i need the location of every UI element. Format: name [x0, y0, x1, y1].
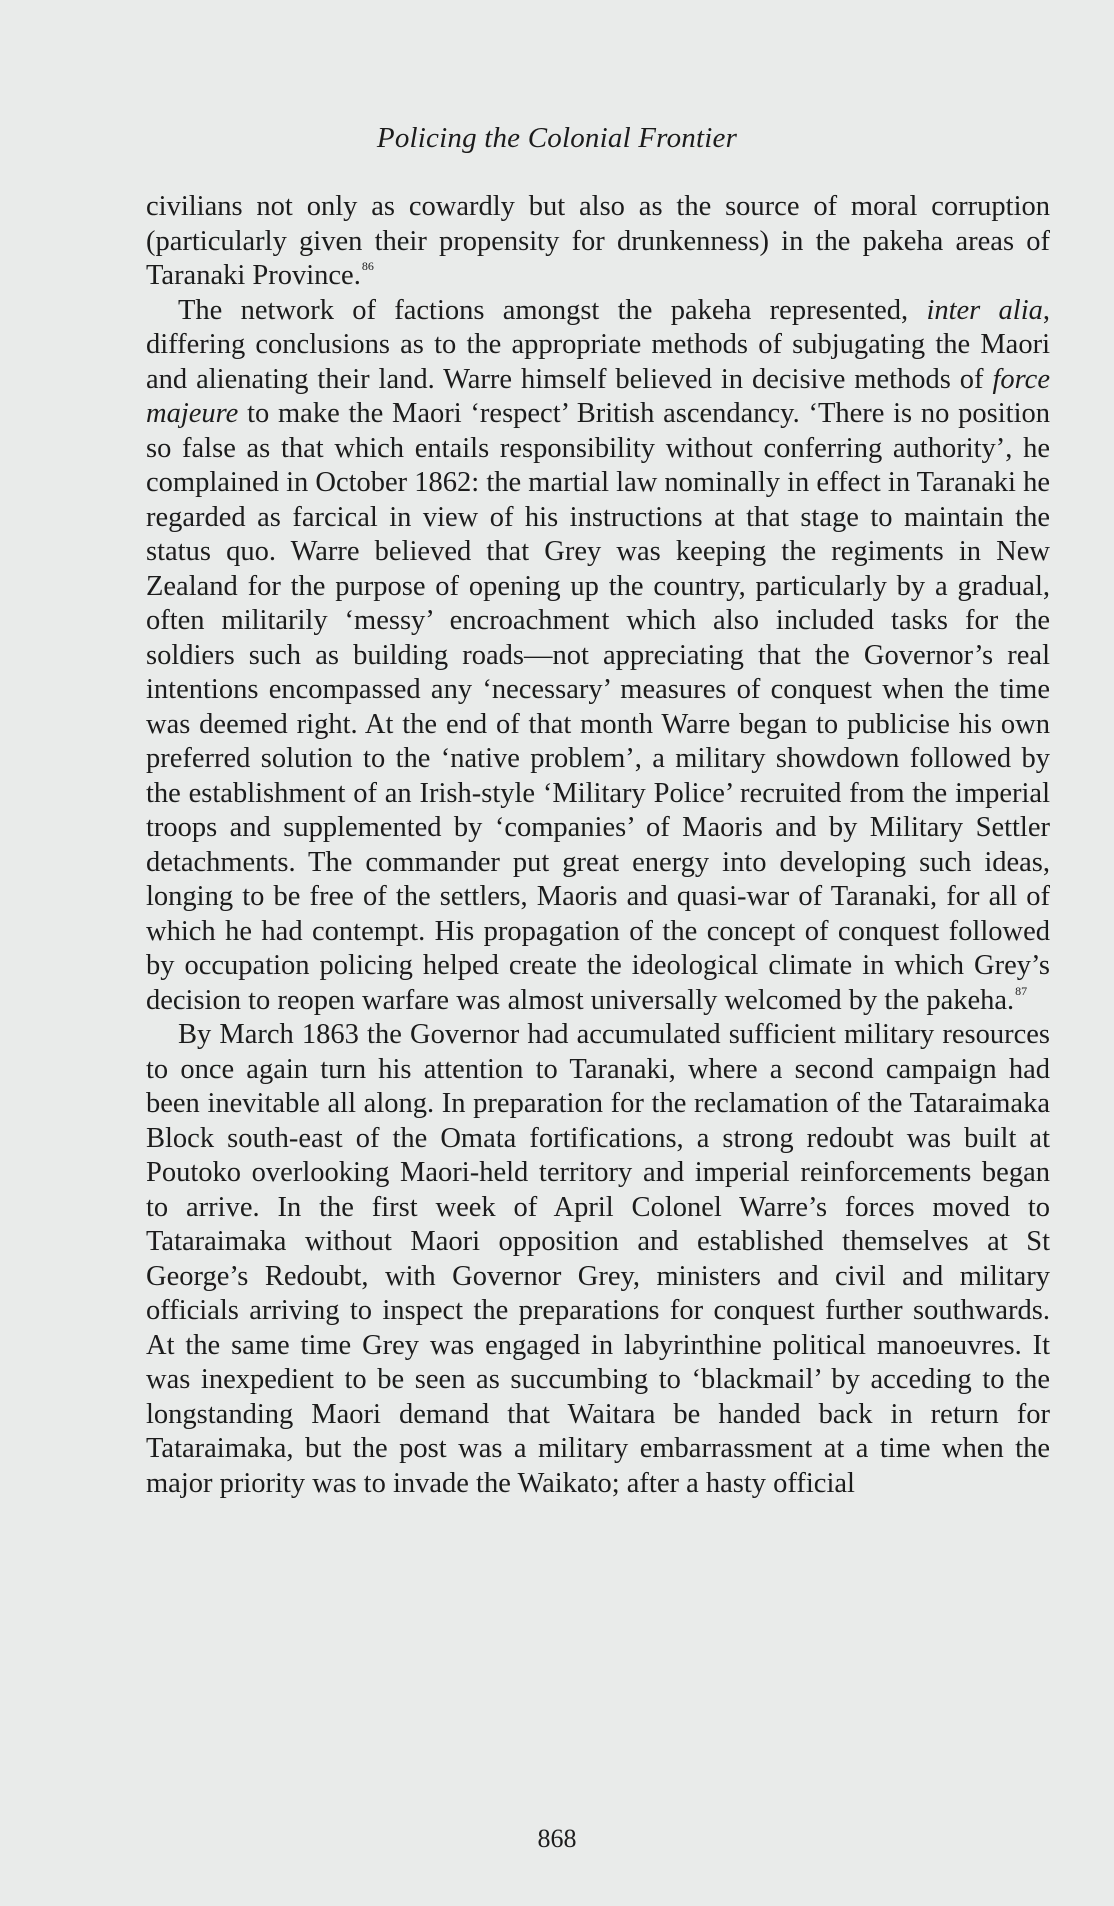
text-run: , differing conclusions as to the appropriate methods of subjugating the Maori and alienating their land. Warre himself believed in decisive methods of: [146, 294, 1051, 395]
paragraph-1: [146, 190, 1050, 294]
footnote-ref-86: 86: [361, 259, 374, 273]
text-run: civilians not only as cowardly but also as the source of moral corruption (particularly given their propensity for drunkenness) in the pakeha areas of Taranaki Province.: [146, 191, 1050, 291]
paragraph-2: [146, 294, 1050, 1019]
body-text: [146, 190, 1050, 1501]
text-run: The network of factions amongst the pakeha represented,: [178, 294, 927, 326]
text-run: By March 1863 the Governor had accumulated sufficient military resources to once again turn his attention to Taranaki, where a second campaign had been inevitable all along. In preparation for the reclamation of the Tataraimaka Block south-east of the Omata fortifications, a strong redoubt was built at Poutoko overlooking Maori-held territory and imperial reinforcements began to arrive. In the first week of April Colonel Warre’s forces moved to Tataraimaka without Maori opposition and established themselves at St George’s Redoubt, with Governor Grey, ministers and civil and military officials arriving to inspect the preparations for conquest further southwards. At the same time Grey was engaged in labyrinthine political manoeuvres. It was inexpedient to be seen as succumbing to ‘blackmail’ by acceding to the longstanding Maori demand that Waitara be handed back in return for Tataraimaka, but the post was a military embarrassment at a time when the major priority was to invade the Waikato; after a hasty official: [146, 1019, 1050, 1499]
running-header: Policing the Colonial Frontier: [376, 122, 738, 154]
italic-run: inter alia: [926, 294, 1043, 326]
page-number: 868: [537, 1824, 577, 1853]
italic-run: force majeure: [146, 363, 1050, 429]
text-run: to make the Maori ‘respect’ British ascendancy. ‘There is no position so false as that which entails responsibility without conferring authority’, he complained in October 1862: the martial law nominally in effect in Taranaki he regarded as farcical in view of his instructions at that stage to maintain the status quo. Warre believed that Grey was keeping the regiments in New Zealand for the purpose of opening up the country, particularly by a gradual, often militarily ‘messy’ encroachment which also included tasks for the soldiers such as building roads—not appreciating that the Governor’s real intentions encompassed any ‘necessary’ measures of conquest when the time was deemed right. At the end of that month Warre began to publicise his own preferred solution to the ‘native problem’, a military showdown followed by the establishment of an Irish-style ‘Military Police’ recruited from the imperial troops and supplemented by ‘companies’ of Maoris and by Military Settler detachments. The commander put great energy into developing such ideas, longing to be free of the settlers, Maoris and quasi-war of Taranaki, for all of which he had contempt. His propagation of the concept of conquest followed by occupation policing helped create the ideological climate in which Grey’s decision to reopen warfare was almost universally welcomed by the pakeha.: [146, 398, 1050, 1016]
paragraph-3: [146, 1018, 1050, 1501]
footnote-ref-87: 87: [1015, 983, 1028, 998]
